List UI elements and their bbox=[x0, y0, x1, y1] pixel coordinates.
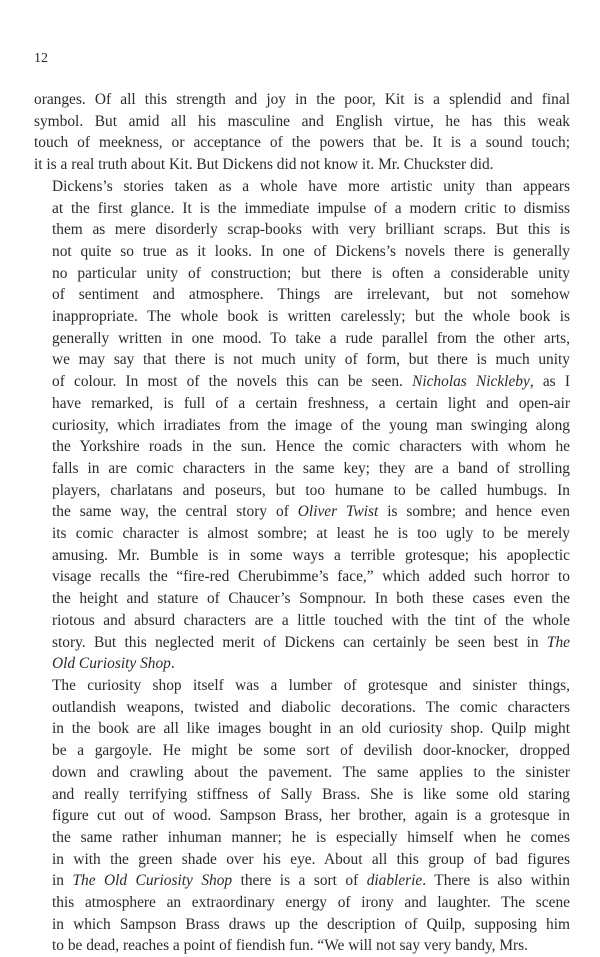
text-run: in the book are all like images bought in an old curiosity shop. Quilp might bbox=[52, 720, 570, 738]
paragraph bbox=[34, 176, 570, 675]
text-run: not quite so true as it looks. In one of Dickens’s novels there is generally bbox=[52, 242, 570, 260]
italic-title: Old Curiosity Shop bbox=[52, 655, 171, 673]
paragraph bbox=[34, 675, 570, 957]
text-run: the same rather inhuman manner; he is especially himself when he comes bbox=[52, 828, 570, 846]
text-line bbox=[34, 111, 570, 133]
text-line bbox=[34, 653, 570, 675]
text-run: , as I bbox=[529, 373, 570, 391]
text-line bbox=[34, 132, 570, 154]
text-line bbox=[34, 415, 570, 437]
text-run: and really terrifying stiffness of Sally Brass. She is like some old staring bbox=[52, 785, 570, 803]
text-line bbox=[34, 154, 570, 176]
text-run: in bbox=[52, 872, 73, 890]
text-run: down and crawling about the pavement. The same applies to the sinister bbox=[52, 763, 570, 781]
text-line bbox=[34, 914, 570, 936]
text-line bbox=[34, 566, 570, 588]
body-text bbox=[34, 89, 570, 957]
text-line bbox=[34, 718, 570, 740]
text-run: curiosity, which irradiates from the image of the young man swinging along bbox=[52, 416, 570, 434]
text-run: amusing. Mr. Bumble is in some ways a terrible grotesque; his apoplectic bbox=[52, 546, 570, 564]
italic-title: Oliver Twist bbox=[297, 503, 379, 521]
text-line bbox=[34, 219, 570, 241]
text-line bbox=[34, 284, 570, 306]
text-line bbox=[34, 371, 570, 393]
text-run: them as mere disorderly scrap-books with very brilliant scraps. But this is bbox=[52, 221, 570, 239]
text-line bbox=[34, 198, 570, 220]
italic-title: The Old Curiosity Shop bbox=[72, 872, 233, 890]
text-line bbox=[34, 306, 570, 328]
text-line bbox=[34, 263, 570, 285]
text-run: no particular unity of construction; but there is often a considerable unity bbox=[52, 264, 570, 282]
text-line bbox=[34, 458, 570, 480]
text-line bbox=[34, 892, 570, 914]
text-run: outlandish weapons, twisted and diabolic decorations. The comic characters bbox=[52, 698, 570, 716]
paragraph bbox=[34, 89, 570, 176]
text-line bbox=[34, 480, 570, 502]
text-line bbox=[34, 436, 570, 458]
text-line bbox=[34, 241, 570, 263]
text-line bbox=[34, 501, 570, 523]
text-run: inappropriate. The whole book is written carelessly; but the whole book is bbox=[52, 308, 570, 326]
text-run: this atmosphere an extraordinary energy of irony and laughter. The scene bbox=[52, 894, 570, 912]
text-run: have remarked, is full of a certain freshness, a certain light and open-air bbox=[52, 394, 570, 412]
text-line bbox=[34, 805, 570, 827]
text-line bbox=[34, 675, 570, 697]
text-run: we may say that there is not much unity of form, but there is much unity bbox=[52, 351, 570, 369]
text-run: at the first glance. It is the immediate impulse of a modern critic to dismiss bbox=[52, 199, 570, 217]
text-run: symbol. But amid all his masculine and English virtue, he has this weak bbox=[34, 112, 570, 130]
text-run: riotous and absurd characters are a little touched with the tint of the whole bbox=[52, 611, 570, 629]
text-run: visage recalls the “fire-red Cherubimme’s face,” which added such horror to bbox=[52, 568, 570, 586]
text-line bbox=[34, 89, 570, 111]
page-number: 12 bbox=[34, 51, 48, 66]
text-run: to be dead, reaches a point of fiendish fun. “We will not say very bandy, Mrs. bbox=[52, 937, 529, 955]
text-line bbox=[34, 176, 570, 198]
text-run: the same way, the central story of bbox=[52, 503, 298, 521]
text-line bbox=[34, 328, 570, 350]
text-line bbox=[34, 827, 570, 849]
text-run: its comic character is almost sombre; at least he is too ugly to be merely bbox=[52, 525, 570, 543]
text-line bbox=[34, 935, 570, 957]
text-run: be a gargoyle. He might be some sort of devilish door-knocker, dropped bbox=[52, 742, 570, 760]
text-run: falls in are comic characters in the same key; they are a band of strolling bbox=[52, 459, 570, 477]
text-run: there is a sort of bbox=[232, 872, 367, 890]
italic-title: The bbox=[546, 633, 570, 651]
italic-title: Nicholas Nickleby bbox=[412, 373, 530, 391]
text-line bbox=[34, 545, 570, 567]
text-run: in with the green shade over his eye. About all this group of bad figures bbox=[52, 850, 570, 868]
text-run: the height and stature of Chaucer’s Sompnour. In both these cases even the bbox=[52, 590, 570, 608]
text-line bbox=[34, 349, 570, 371]
text-run: it is a real truth about Kit. But Dickens did not know it. Mr. Chuckster did. bbox=[34, 156, 494, 174]
text-line bbox=[34, 588, 570, 610]
text-run: the Yorkshire roads in the sun. Hence the comic characters with whom he bbox=[52, 438, 570, 456]
text-run: of colour. In most of the novels this can be seen. bbox=[52, 373, 413, 391]
text-run: story. But this neglected merit of Dickens can certainly be seen best in bbox=[52, 633, 547, 651]
text-run: in which Sampson Brass draws up the description of Quilp, supposing him bbox=[52, 915, 570, 933]
italic-title: diablerie bbox=[366, 872, 423, 890]
text-line bbox=[34, 849, 570, 871]
text-line bbox=[34, 610, 570, 632]
text-line bbox=[34, 393, 570, 415]
text-run: Dickens’s stories taken as a whole have more artistic unity than appears bbox=[52, 177, 570, 195]
text-run: figure cut out of wood. Sampson Brass, her brother, again is a grotesque in bbox=[52, 807, 570, 825]
text-line bbox=[34, 740, 570, 762]
text-line bbox=[34, 784, 570, 806]
text-line bbox=[34, 523, 570, 545]
text-run: touch of meekness, or acceptance of the powers that be. It is a sound touch; bbox=[34, 134, 570, 152]
text-line bbox=[34, 762, 570, 784]
text-run: is sombre; and hence even bbox=[378, 503, 571, 521]
text-line bbox=[34, 870, 570, 892]
text-run: generally written in one mood. To take a rude parallel from the other arts, bbox=[52, 329, 570, 347]
text-run: . There is also within bbox=[422, 872, 570, 890]
text-line bbox=[34, 632, 570, 654]
text-run: of sentiment and atmosphere. Things are irrelevant, but not somehow bbox=[52, 286, 570, 304]
text-run: . bbox=[170, 655, 175, 673]
text-line bbox=[34, 697, 570, 719]
text-run: players, charlatans and poseurs, but too humane to be called humbugs. In bbox=[52, 481, 570, 499]
text-run: oranges. Of all this strength and joy in the poor, Kit is a splendid and final bbox=[34, 91, 570, 108]
text-run: The curiosity shop itself was a lumber of grotesque and sinister things, bbox=[52, 676, 570, 694]
